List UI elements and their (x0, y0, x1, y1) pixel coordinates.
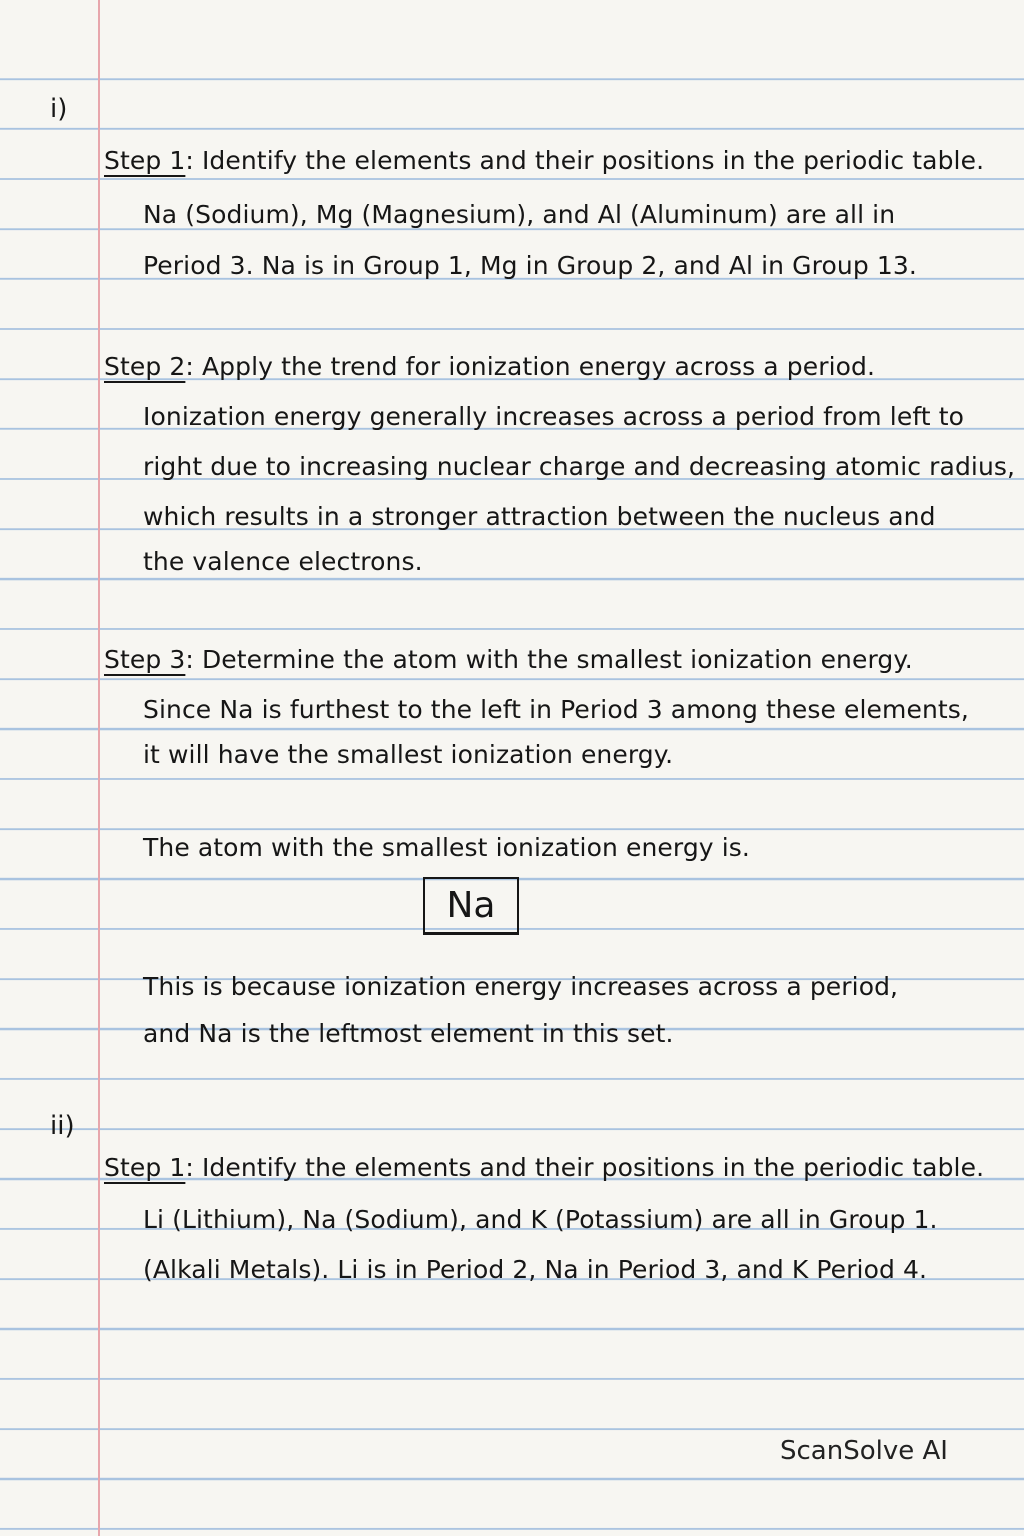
step-2-text-line: the valence electrons. (143, 547, 423, 576)
step-2-text-line: right due to increasing nuclear charge and decreasing atomic radius, (143, 452, 1016, 481)
explanation-line: and Na is the leftmost element in this set. (143, 1019, 674, 1048)
step-2-text-line: Ionization energy generally increases across a period from left to (143, 402, 965, 431)
brand-watermark: ScanSolve AI (780, 1436, 948, 1466)
step-1-heading (104, 146, 984, 176)
part-ii-step-1-text-line: (Alkali Metals). Li is in Period 2, Na in Period 3, and K Period 4. (143, 1255, 928, 1284)
step-3-text-line: it will have the smallest ionization energy. (143, 740, 674, 769)
part-ii-step-1-title: : Identify the elements and their positions in the periodic table. (185, 1153, 985, 1182)
step-2-text-line: which results in a stronger attraction between the nucleus and (143, 502, 936, 531)
step-3-heading (104, 645, 913, 675)
explanation-line: This is because ionization energy increases across a period, (143, 972, 899, 1001)
step-1-title: : Identify the elements and their positions in the periodic table. (185, 146, 985, 175)
margin-line (98, 0, 100, 1536)
part-label-i: i) (50, 94, 68, 124)
part-ii-step-1-label: Step 1 (104, 1153, 186, 1182)
part-ii-step-1-text-line: Li (Lithium), Na (Sodium), and K (Potassium) are all in Group 1. (143, 1205, 938, 1234)
step-1-label: Step 1 (104, 146, 186, 175)
step-2-label: Step 2 (104, 352, 186, 381)
step-1-text-line: Na (Sodium), Mg (Magnesium), and Al (Aluminum) are all in (143, 200, 896, 229)
step-3-text-line: Since Na is furthest to the left in Period 3 among these elements, (143, 695, 969, 724)
step-3-title: : Determine the atom with the smallest ionization energy. (185, 645, 913, 674)
step-2-title: : Apply the trend for ionization energy across a period. (185, 352, 876, 381)
answer-box: Na (423, 877, 519, 935)
part-label-ii: ii) (50, 1111, 75, 1141)
part-ii-step-1-heading (104, 1153, 984, 1183)
step-2-heading (104, 352, 875, 382)
conclusion-text: The atom with the smallest ionization energy is. (143, 833, 750, 862)
step-3-label: Step 3 (104, 645, 186, 674)
step-1-text-line: Period 3. Na is in Group 1, Mg in Group 2, and Al in Group 13. (143, 251, 917, 280)
